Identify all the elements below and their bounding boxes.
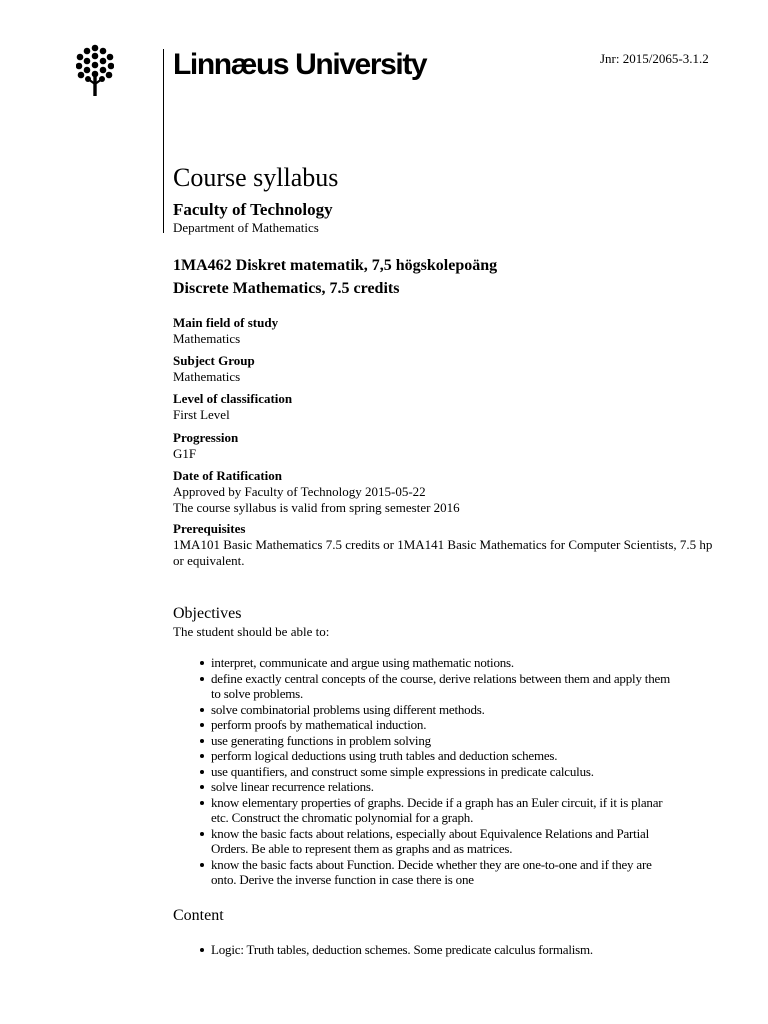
list-item: Logic: Truth tables, deduction schemes. Some predicate calculus formalism. xyxy=(173,942,678,958)
department-name: Department of Mathematics xyxy=(173,220,319,235)
field-level-of-classification xyxy=(173,391,713,423)
objectives-intro: The student should be able to: xyxy=(173,624,330,639)
list-item: solve combinatorial problems using different methods. xyxy=(173,702,678,718)
field-value: G1F xyxy=(173,446,197,461)
header-divider xyxy=(163,49,164,233)
field-label: Main field of study xyxy=(173,315,279,330)
field-main-field-of-study xyxy=(173,315,713,347)
field-value: 1MA101 Basic Mathematics 7.5 credits or 1MA141 Basic Mathematics for Computer Scientists, 7.5 hp or equivalent. xyxy=(173,537,713,568)
list-item: use generating functions in problem solving xyxy=(173,733,678,749)
list-item: perform proofs by mathematical induction. xyxy=(173,717,678,733)
field-value: Approved by Faculty of Technology 2015-05-22 xyxy=(173,484,426,499)
field-label: Date of Ratification xyxy=(173,468,283,483)
reference-number: Jnr: 2015/2065-3.1.2 xyxy=(600,51,709,66)
field-label: Level of classification xyxy=(173,391,293,406)
field-date-of-ratification xyxy=(173,468,713,515)
list-item: use quantifiers, and construct some simple expressions in predicate calculus. xyxy=(173,764,678,780)
faculty-name: Faculty of Technology xyxy=(173,200,333,219)
field-value: Mathematics xyxy=(173,331,241,346)
course-title-english: Discrete Mathematics, 7.5 credits xyxy=(173,280,400,297)
field-value: The course syllabus is valid from spring semester 2016 xyxy=(173,499,460,515)
objectives-list xyxy=(173,655,678,888)
list-item: solve linear recurrence relations. xyxy=(173,779,678,795)
list-item: know the basic facts about Function. Decide whether they are one-to-one and if they are onto. Derive the inverse function in case there is one xyxy=(173,857,678,888)
field-progression xyxy=(173,430,713,462)
field-subject-group xyxy=(173,353,713,385)
list-item: perform logical deductions using truth tables and deduction schemes. xyxy=(173,748,678,764)
field-prerequisites xyxy=(173,521,713,568)
field-label: Prerequisites xyxy=(173,521,246,536)
objectives-heading: Objectives xyxy=(173,605,242,622)
list-item: interpret, communicate and argue using mathematic notions. xyxy=(173,655,678,671)
course-title-swedish: 1MA462 Diskret matematik, 7,5 högskolepoäng xyxy=(173,257,498,274)
list-item: know elementary properties of graphs. Decide if a graph has an Euler circuit, if it is planar etc. Construct the chromatic polynomial for a graph. xyxy=(173,795,678,826)
field-value: First Level xyxy=(173,407,230,422)
field-label: Progression xyxy=(173,430,239,445)
university-name: Linnæus University xyxy=(173,48,427,81)
field-value: Mathematics xyxy=(173,369,241,384)
document-title: Course syllabus xyxy=(173,163,339,192)
tree-logo-icon xyxy=(76,44,114,96)
field-label: Subject Group xyxy=(173,353,255,368)
content-heading: Content xyxy=(173,907,224,924)
list-item: define exactly central concepts of the course, derive relations between them and apply them to solve problems. xyxy=(173,671,678,702)
list-item: know the basic facts about relations, especially about Equivalence Relations and Partial Orders. Be able to represent them as graphs and as matrices. xyxy=(173,826,678,857)
content-list xyxy=(173,942,678,958)
